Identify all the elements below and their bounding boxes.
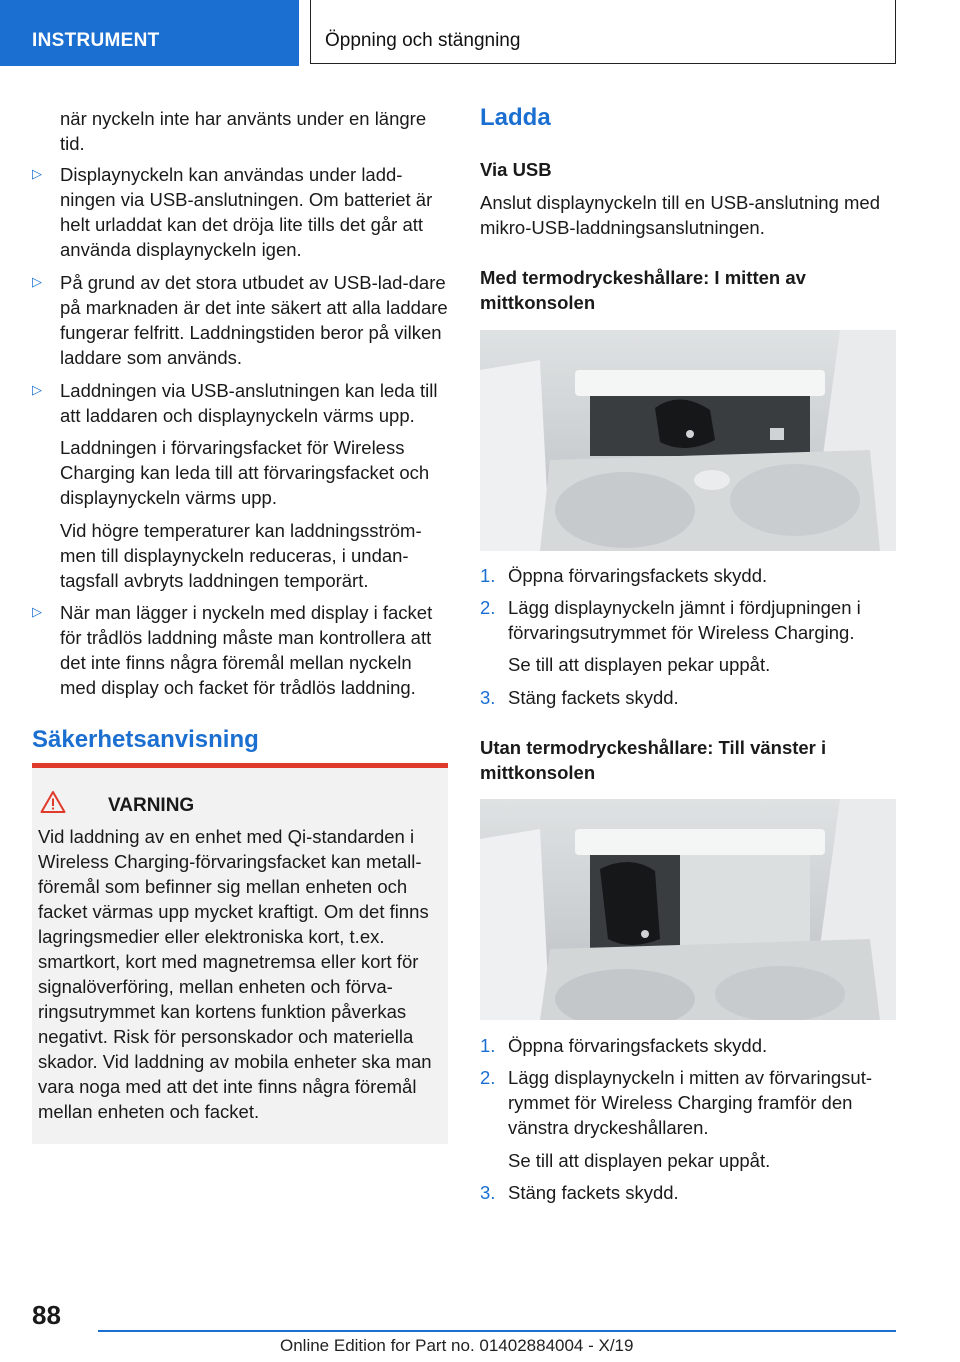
bullet-text: När man lägger i nyckeln med display i facket för trådlös laddning måste man kontrollera att det inte finns några föremål mellan nyckeln med display och facket för trådlös laddning. [60, 602, 433, 698]
case2-step [480, 1065, 896, 1140]
safety-heading: Säkerhetsanvisning [32, 726, 259, 753]
bullet-subparagraph: Laddningen i förvaringsfacket för Wireless Charging kan leda till att förvaringsfacket och displaynyckeln värms upp. [60, 437, 430, 508]
warning-title: VARNING [108, 795, 195, 816]
bullet-text: Laddningen via USB-anslutningen kan leda till att laddaren och displaynyckeln värms upp. [60, 380, 438, 426]
page-number: 88 [32, 1300, 61, 1330]
step-text: Öppna förvaringsfackets skydd. [508, 565, 768, 586]
triangle-bullet-icon: ▷ [32, 382, 42, 397]
warning-triangle-icon [40, 790, 66, 814]
case1-step [480, 595, 896, 645]
triangle-bullet-icon: ▷ [32, 166, 42, 181]
triangle-bullet-icon: ▷ [32, 274, 42, 289]
intro-continuation: när nyckeln inte har använts under en längre tid. [60, 108, 427, 154]
bullet-item [32, 600, 448, 700]
case1-heading: Med termodryckeshållare: I mitten av mittkonsolen [480, 267, 806, 313]
bullet-item [32, 270, 448, 370]
console-photo-center [480, 330, 896, 551]
step-text: Öppna förvaringsfackets skydd. [508, 1035, 768, 1056]
page-header [0, 0, 960, 66]
section-tab: INSTRUMENT [0, 0, 299, 66]
step-note: Se till att displayen pekar uppåt. [508, 1150, 771, 1171]
console-illustration [480, 799, 896, 1020]
step-number: 3. [480, 1182, 496, 1203]
step-number: 2. [480, 597, 496, 618]
step-note: Se till att displayen pekar uppåt. [508, 654, 771, 675]
step-text: Stäng fackets skydd. [508, 1182, 679, 1203]
footer-divider [98, 1330, 896, 1332]
step-number: 1. [480, 565, 496, 586]
triangle-bullet-icon: ▷ [32, 604, 42, 619]
case2-step [480, 1180, 896, 1205]
step-text: Lägg displaynyckeln i mitten av förvaringsut-rymmet för Wireless Charging framför den vänstra dryckeshållaren. [508, 1067, 873, 1138]
step-number: 2. [480, 1067, 496, 1088]
console-photo-left [480, 799, 896, 1020]
step-text: Stäng fackets skydd. [508, 687, 679, 708]
console-illustration [480, 330, 896, 551]
bullet-item [32, 162, 448, 262]
case1-step [480, 685, 896, 710]
case2-step [480, 1033, 896, 1058]
warning-text: Vid laddning av en enhet med Qi-standarden i Wireless Charging-förvaringsfacket kan metall-föremål som befinner sig mellan enheten och facket värmas upp mycket kraftigt. Om det finns lagringsmedier eller elektroniska kort, t.ex. smartkort, kort med magnetremsa eller kort för signalöverföring, mellan enheten och förva-ringsutrymmet kan kortens funktion påverkas negativt. Risk för personskador och materiella skador. Vid laddning av mobila enheter ska man vara noga med att det inte finns några föremål mellan enheten och facket. [38, 826, 432, 1122]
step-number: 3. [480, 687, 496, 708]
step-number: 1. [480, 1035, 496, 1056]
case2-heading: Utan termodryckeshållare: Till vänster i mittkonsolen [480, 737, 827, 783]
usb-instructions: Anslut displaynyckeln till en USB-anslutning med mikro-USB-laddningsanslutningen. [480, 192, 881, 238]
edition-footer: Online Edition for Part no. 01402884004 - X/19 [280, 1336, 634, 1355]
usb-subheading: Via USB [480, 159, 552, 180]
bullet-text: Displaynyckeln kan användas under ladd-ningen via USB-anslutningen. Om batteriet är helt urladdat kan det dröja lite tills det går att använda displaynyckeln igen. [60, 164, 433, 260]
case1-step [480, 563, 896, 588]
step-text: Lägg displaynyckeln jämnt i fördjupningen i förvaringsutrymmet för Wireless Charging. [508, 597, 861, 643]
bullet-text: På grund av det stora utbudet av USB-lad-dare på marknaden är det inte säkert att alla laddare fungerar felfritt. Laddningstiden beror på vilken laddare som används. [60, 272, 448, 368]
charge-heading: Ladda [480, 104, 551, 131]
warning-box [32, 763, 448, 1144]
chapter-title: Öppning och stängning [310, 0, 896, 64]
bullet-item [32, 378, 448, 428]
bullet-subparagraph: Vid högre temperaturer kan laddningsström-men till displaynyckeln reduceras, i undan-tagsfall avbryts laddningen temporärt. [60, 520, 422, 591]
